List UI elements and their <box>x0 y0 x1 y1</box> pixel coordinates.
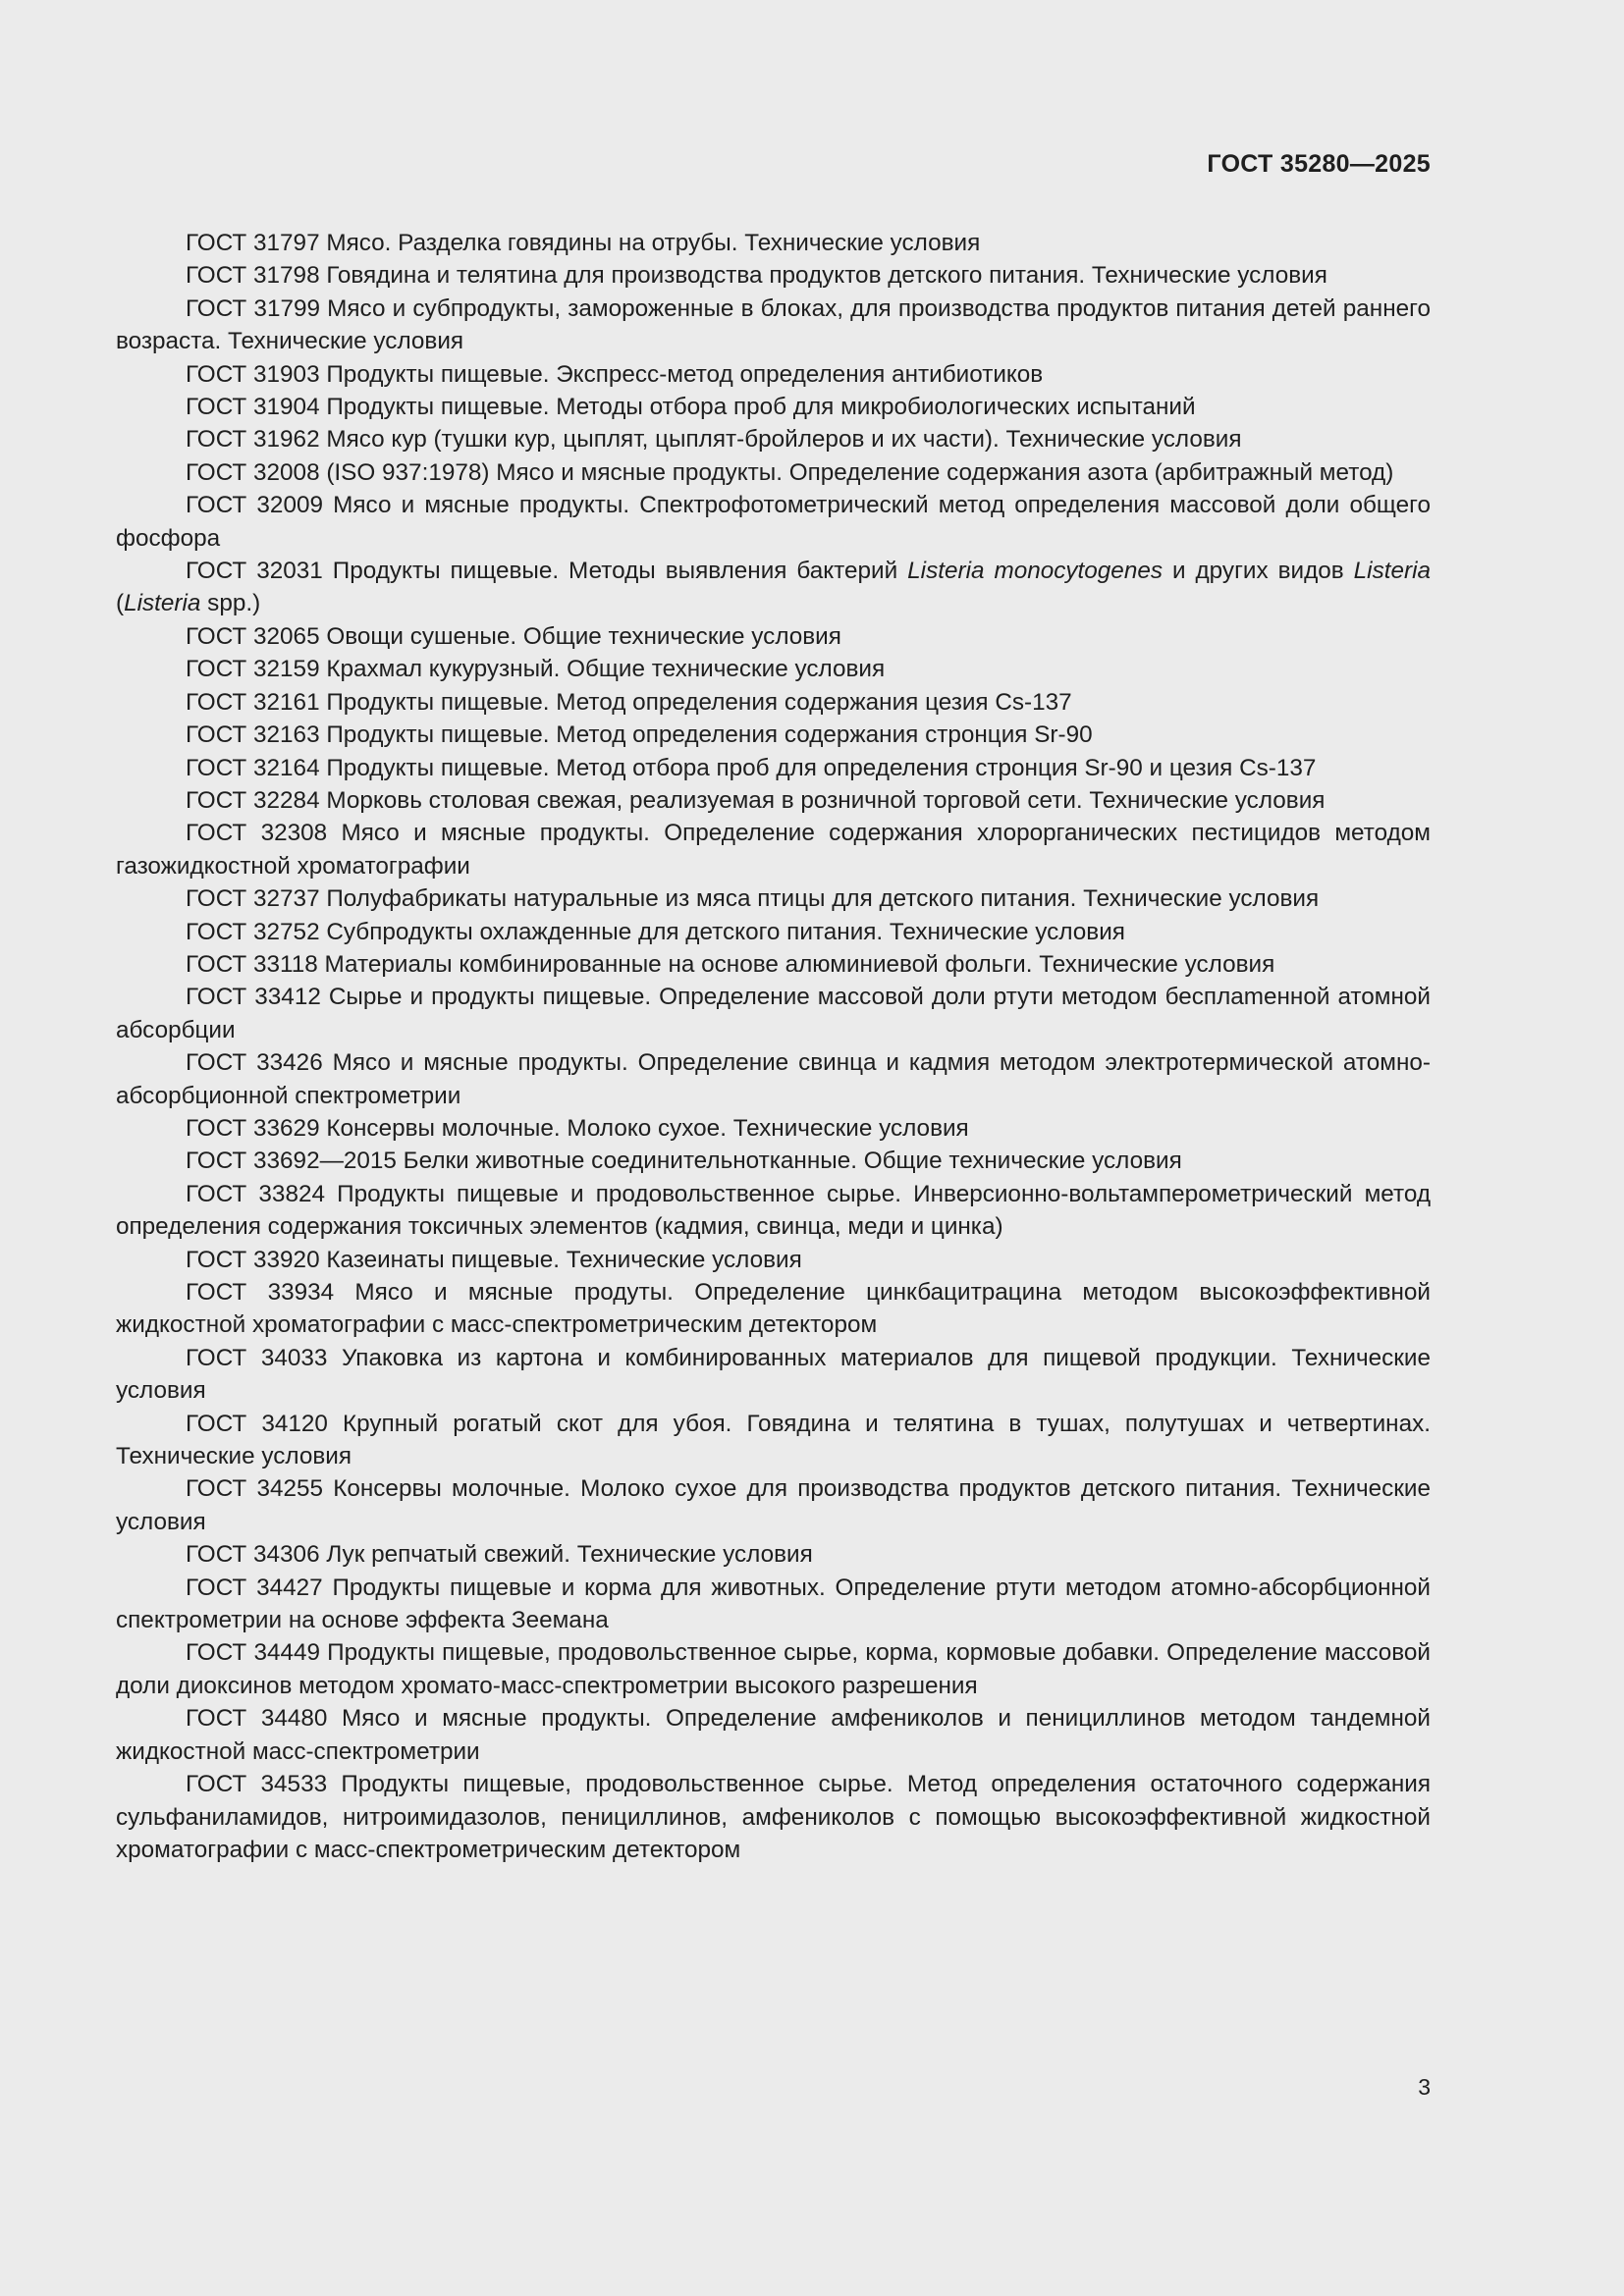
reference-entry <box>116 1572 1431 1637</box>
reference-entry <box>116 1702 1431 1768</box>
reference-text: ГОСТ 34120 Крупный рогатый скот для убоя. Говядина и телятина в тушах, полутушах и четвертинах. Технические условия <box>116 1410 1431 1470</box>
reference-text: ГОСТ 34533 Продукты пищевые, продовольственное сырье. Метод определения остаточного содержания сульфаниламидов, нитроимидазолов, пенициллинов, амфениколов с помощью высокоэффективной жидкостной хроматографии с масс-спектрометрическим детектором <box>116 1771 1431 1863</box>
reference-text: ГОСТ 32284 Морковь столовая свежая, реализуемая в розничной торговой сети. Технические условия <box>186 786 1326 814</box>
reference-text: ГОСТ 32031 Продукты пищевые. Методы выявления бактерий <box>186 558 908 585</box>
reference-entry <box>116 227 1431 259</box>
reference-text: spp.) <box>200 590 261 617</box>
reference-entry <box>116 882 1431 915</box>
reference-text: ГОСТ 34427 Продукты пищевые и корма для животных. Определение ртути методом атомно-абсорбционной спектрометрии на основе эффекта Зеемана <box>116 1574 1431 1634</box>
reference-entry <box>116 1636 1431 1702</box>
reference-text: ГОСТ 32308 Мясо и мясные продукты. Определение содержания хлорорганических пестицидов методом газожидкостной хроматографии <box>116 820 1431 880</box>
page-number: 3 <box>1418 2074 1431 2100</box>
reference-entry <box>116 1145 1431 1177</box>
reference-text: ГОСТ 32752 Субпродукты охлажденные для детского питания. Технические условия <box>186 918 1125 945</box>
reference-entry <box>116 1342 1431 1408</box>
reference-text: ГОСТ 31797 Мясо. Разделка говядины на отрубы. Технические условия <box>186 230 981 256</box>
reference-text: ГОСТ 33118 Материалы комбинированные на основе алюминиевой фольги. Технические условия <box>186 950 1275 978</box>
reference-text: ГОСТ 34033 Упаковка из картона и комбинированных материалов для пищевой продукции. Технические условия <box>116 1344 1431 1405</box>
reference-entry <box>116 1472 1431 1538</box>
reference-text: ГОСТ 34255 Консервы молочные. Молоко сухое для производства продуктов детского питания. Технические условия <box>116 1475 1431 1535</box>
reference-text: ГОСТ 32164 Продукты пищевые. Метод отбора проб для определения стронция Sr-90 и цезия Cs-137 <box>186 754 1317 781</box>
reference-entry <box>116 259 1431 292</box>
reference-text: ГОСТ 33412 Сырье и продукты пищевые. Определение массовой доли ртути методом бесплamенной атомной абсорбции <box>116 984 1431 1043</box>
reference-entry <box>116 653 1431 685</box>
reference-entry <box>116 948 1431 981</box>
reference-entry <box>116 784 1431 817</box>
reference-entry <box>116 1244 1431 1276</box>
reference-text: ГОСТ 33920 Казеинаты пищевые. Технические условия <box>186 1246 802 1273</box>
reference-entry <box>116 916 1431 948</box>
reference-entry <box>116 1178 1431 1244</box>
reference-entry <box>116 686 1431 719</box>
reference-text: ГОСТ 31904 Продукты пищевые. Методы отбора проб для микробиологических испытаний <box>186 394 1196 421</box>
document-code-header: ГОСТ 35280—2025 <box>1207 150 1431 178</box>
reference-entry <box>116 1276 1431 1342</box>
reference-text: ( <box>116 590 125 617</box>
reference-text: и других видов <box>1163 558 1354 585</box>
normative-references-list <box>116 227 1431 1866</box>
taxon-name: Listeria <box>1353 558 1431 585</box>
reference-text: ГОСТ 33692—2015 Белки животные соединительнотканные. Общие технические условия <box>186 1148 1182 1175</box>
reference-entry <box>116 456 1431 489</box>
reference-text: ГОСТ 33824 Продукты пищевые и продовольственное сырье. Инверсионно-вольтамперометрический метод определения содержания токсичных элементов (кадмия, свинца, меди и цинка) <box>116 1180 1431 1241</box>
reference-entry <box>116 1112 1431 1145</box>
reference-entry <box>116 555 1431 620</box>
reference-entry <box>116 817 1431 882</box>
reference-entry <box>116 719 1431 751</box>
reference-text: ГОСТ 34306 Лук репчатый свежий. Технические условия <box>186 1541 813 1569</box>
reference-text: ГОСТ 32161 Продукты пищевые. Метод определения содержания цезия Cs-137 <box>186 688 1072 716</box>
reference-text: ГОСТ 32163 Продукты пищевые. Метод определения содержания стронция Sr-90 <box>186 721 1093 749</box>
reference-text: ГОСТ 33426 Мясо и мясные продукты. Определение свинца и кадмия методом электротермической атомно-абсорбционной спектрометрии <box>116 1049 1431 1109</box>
reference-text: ГОСТ 34480 Мясо и мясные продукты. Определение амфениколов и пенициллинов методом тандемной жидкостной масс-спектрометрии <box>116 1705 1431 1765</box>
reference-entry <box>116 752 1431 784</box>
reference-text: ГОСТ 31962 Мясо кур (тушки кур, цыплят, цыплят-бройлеров и их части). Технические условия <box>186 426 1242 454</box>
reference-entry <box>116 358 1431 391</box>
reference-text: ГОСТ 32065 Овощи сушеные. Общие технические условия <box>186 622 841 650</box>
reference-text: ГОСТ 34449 Продукты пищевые, продовольственное сырье, корма, кормовые добавки. Определение массовой доли диоксинов методом хромато-масс-спектрометрии высокого разрешения <box>116 1639 1431 1699</box>
reference-text: ГОСТ 31903 Продукты пищевые. Экспресс-метод определения антибиотиков <box>186 360 1044 388</box>
reference-text: ГОСТ 32737 Полуфабрикаты натуральные из мяса птицы для детского питания. Технические условия <box>186 885 1320 913</box>
taxon-name: Listeria <box>124 590 201 617</box>
reference-entry <box>116 293 1431 358</box>
reference-text: ГОСТ 32009 Мясо и мясные продукты. Спектрофотометрический метод определения массовой доли общего фосфора <box>116 492 1431 552</box>
reference-entry <box>116 489 1431 555</box>
reference-entry <box>116 423 1431 455</box>
reference-entry <box>116 1408 1431 1473</box>
reference-entry <box>116 1538 1431 1571</box>
reference-entry <box>116 391 1431 423</box>
reference-entry <box>116 1768 1431 1866</box>
reference-text: ГОСТ 33934 Мясо и мясные продуты. Определение цинкбацитрацина методом высокоэффективной жидкостной хроматографии с масс-спектрометрическим детектором <box>116 1279 1431 1339</box>
reference-text: ГОСТ 32008 (ISO 937:1978) Мясо и мясные продукты. Определение содержания азота (арбитражный метод) <box>186 458 1394 486</box>
reference-entry <box>116 1046 1431 1112</box>
reference-entry <box>116 981 1431 1046</box>
reference-text: ГОСТ 31799 Мясо и субпродукты, замороженные в блоках, для производства продуктов питания детей раннего возраста. Технические условия <box>116 294 1431 355</box>
reference-text: ГОСТ 31798 Говядина и телятина для производства продуктов детского питания. Технические условия <box>186 262 1327 290</box>
reference-text: ГОСТ 32159 Крахмал кукурузный. Общие технические условия <box>186 656 886 683</box>
reference-entry <box>116 620 1431 653</box>
reference-text: ГОСТ 33629 Консервы молочные. Молоко сухое. Технические условия <box>186 1114 969 1142</box>
taxon-name: Listeria monocytogenes <box>907 558 1163 585</box>
